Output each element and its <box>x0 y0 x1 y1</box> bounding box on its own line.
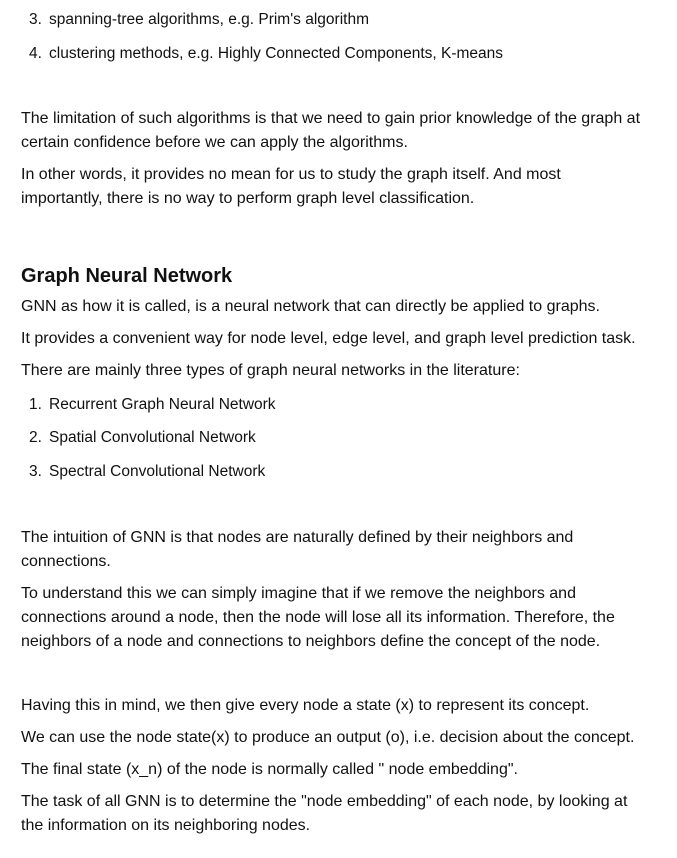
paragraph-other-words: In other words, it provides no mean for us to study the graph itself. And most importantly, there is no way to perform graph level classification. <box>21 166 561 207</box>
list-item-number: 2. <box>29 429 42 446</box>
paragraph-understand: To understand this we can simply imagine that if we remove the neighbors and connections around a node, then the node will lose all its information. Therefore, the neighbors of a node and connections to neighbors define the concept of the node. <box>21 585 615 650</box>
list-item <box>29 460 265 484</box>
paragraph-output: We can use the node state(x) to produce an output (o), i.e. decision about the concept. <box>21 729 635 746</box>
list-item-number: 3. <box>29 463 42 480</box>
list-item <box>29 426 256 450</box>
paragraph-limitation: The limitation of such algorithms is that we need to gain prior knowledge of the graph at certain confidence before we can apply the algorithms. <box>21 110 641 151</box>
list-item <box>29 42 503 66</box>
section-heading: Graph Neural Network <box>21 265 233 287</box>
list-item-number: 3. <box>29 11 42 28</box>
list-item-text: Spectral Convolutional Network <box>49 463 266 480</box>
list-item <box>29 393 276 417</box>
list-item <box>29 8 369 32</box>
paragraph-gnn-provides: It provides a convenient way for node level, edge level, and graph level prediction task. <box>21 330 636 347</box>
paragraph-task: The task of all GNN is to determine the "node embedding" of each node, by looking at the information on its neighboring nodes. <box>21 793 628 834</box>
list-item-text: clustering methods, e.g. Highly Connected Components, K-means <box>49 45 504 62</box>
paragraph-final-state: The final state (x_n) of the node is normally called " node embedding". <box>21 761 518 778</box>
list-item-text: spanning-tree algorithms, e.g. Prim's algorithm <box>49 11 369 28</box>
list-item-number: 4. <box>29 45 42 62</box>
paragraph-three-types: There are mainly three types of graph neural networks in the literature: <box>21 362 520 379</box>
paragraph-intuition: The intuition of GNN is that nodes are naturally defined by their neighbors and connections. <box>21 529 574 570</box>
list-item-text: Recurrent Graph Neural Network <box>49 396 276 413</box>
list-item-text: Spatial Convolutional Network <box>49 429 256 446</box>
paragraph-state: Having this in mind, we then give every node a state (x) to represent its concept. <box>21 697 590 714</box>
paragraph-gnn-called: GNN as how it is called, is a neural network that can directly be applied to graphs. <box>21 298 600 315</box>
list-item-number: 1. <box>29 396 42 413</box>
